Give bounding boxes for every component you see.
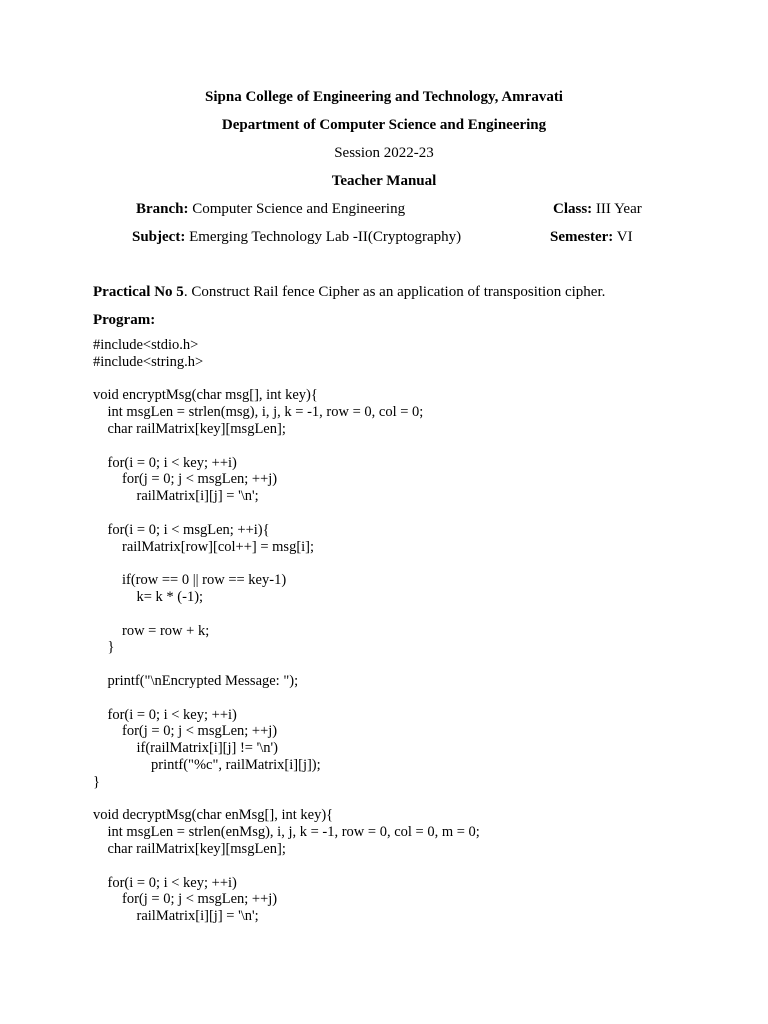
code-line: for(j = 0; j < msgLen; ++j) (93, 723, 278, 740)
code-line (93, 791, 480, 808)
subject-value: Emerging Technology Lab -II(Cryptography) (185, 229, 462, 245)
code-line: int msgLen = strlen(enMsg), i, j, k = -1, row = 0, col = 0, m = 0; (93, 824, 480, 841)
code-line: for(j = 0; j < msgLen; ++j) (93, 471, 278, 488)
code-line: void decryptMsg(char enMsg[], int key){ (93, 807, 334, 824)
college-title: Sipna College of Engineering and Technology, Amravati (205, 89, 563, 105)
code-line: for(j = 0; j < msgLen; ++j) (93, 891, 278, 908)
practical-label: Practical No 5 (93, 284, 184, 300)
code-line: } (93, 639, 115, 656)
code-line (93, 555, 480, 572)
code-line: if(railMatrix[i][j] != '\n') (93, 740, 278, 757)
practical-heading (93, 283, 605, 301)
code-block (93, 337, 480, 925)
code-line (93, 606, 480, 623)
code-line (93, 656, 480, 673)
semester-line (550, 228, 633, 246)
class-label: Class: (553, 201, 593, 217)
code-line: row = row + k; (93, 622, 210, 639)
code-line: for(i = 0; i < key; ++i) (93, 874, 237, 891)
subject-line (132, 228, 461, 246)
code-line (93, 371, 480, 388)
practical-text: . Construct Rail fence Cipher as an application of transposition cipher. (183, 284, 606, 300)
code-line: if(row == 0 || row == key-1) (93, 572, 287, 589)
code-line: railMatrix[i][j] = '\n'; (93, 488, 259, 505)
code-line: for(i = 0; i < msgLen; ++i){ (93, 521, 270, 538)
code-line (93, 438, 480, 455)
semester-label: Semester: (550, 229, 614, 245)
subject-label: Subject: (132, 229, 186, 245)
code-line: } (93, 773, 100, 790)
manual-title: Teacher Manual (331, 173, 437, 189)
code-line: printf("%c", railMatrix[i][j]); (93, 756, 321, 773)
code-line (93, 858, 480, 875)
department-title: Department of Computer Science and Engineering (221, 117, 547, 133)
branch-line (136, 200, 405, 218)
code-line: #include<string.h> (93, 353, 204, 370)
code-line: printf("\nEncrypted Message: "); (93, 672, 299, 689)
code-line: #include<stdio.h> (93, 337, 199, 353)
branch-label: Branch: (136, 201, 189, 217)
code-line: k= k * (-1); (93, 588, 204, 605)
program-label: Program: (93, 312, 156, 328)
code-line: char railMatrix[key][msgLen]; (93, 420, 286, 437)
session-line: Session 2022-23 (334, 145, 434, 161)
code-line: railMatrix[i][j] = '\n'; (93, 908, 259, 925)
code-line: railMatrix[row][col++] = msg[i]; (93, 538, 315, 555)
branch-value: Computer Science and Engineering (188, 201, 406, 217)
code-line: int msgLen = strlen(msg), i, j, k = -1, row = 0, col = 0; (93, 404, 424, 421)
class-line (553, 200, 642, 218)
code-line (93, 690, 480, 707)
semester-value: VI (613, 229, 633, 245)
code-line (93, 505, 480, 522)
class-value: III Year (592, 201, 642, 217)
code-line: char railMatrix[key][msgLen]; (93, 840, 286, 857)
code-line: for(i = 0; i < key; ++i) (93, 454, 237, 471)
code-line: for(i = 0; i < key; ++i) (93, 706, 237, 723)
code-line: void encryptMsg(char msg[], int key){ (93, 387, 318, 404)
